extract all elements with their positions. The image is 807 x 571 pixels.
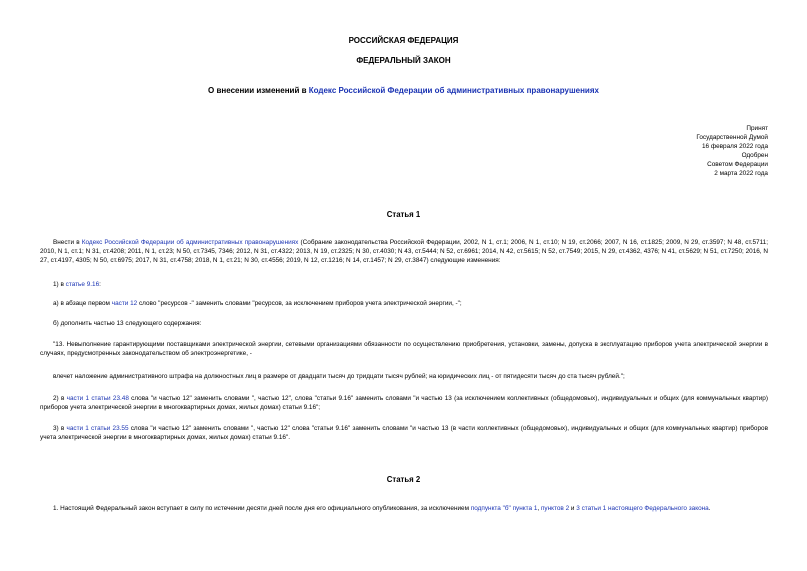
article-2-paragraph-1 xyxy=(40,504,768,513)
text-span: слова "и частью 12" заменить словами ", частью 12", слова "статьи 9.16" заменить словами "и частью 13 (за исключением коллективных (общедомовых), индивидуальных и общих (для коммунальных квартир) приборов учета электрической энергии в многоквартирных домах, жилых домах) статьи 9.16"; xyxy=(40,395,768,412)
adopted-line: Советом Федерации xyxy=(707,161,768,169)
article-9-16-link[interactable]: статье 9.16 xyxy=(65,281,100,288)
text-span: 2) в xyxy=(53,395,67,402)
article-1-title: Статья 1 xyxy=(386,210,421,219)
adopted-line: 2 марта 2022 года xyxy=(714,170,768,178)
article-23-55-link[interactable]: части 1 статьи 23.55 xyxy=(66,425,129,432)
law-title xyxy=(0,87,807,96)
text-span: а) в абзаце первом xyxy=(53,300,112,307)
article-1-intro xyxy=(40,238,768,266)
text-span: . xyxy=(708,505,711,512)
text-span: , xyxy=(537,505,541,512)
text-span: (Собрание законодательства Российской Федерации, 2002, N 1, ст.1; 2006, N 1, ст.10; N 19, ст.2066; 2007, N 16, ст.1825; 2009, N 29, ст.3597; N 48, ст.5711; 2010, N 1, ст.1; N 31, ст.4208; 2011, N 1, ст.23; N 50, ст.7345, 7346; 2012, N 31, ст.4322; 2013, N 19, ст.2325; N 30, ст.4030; N 43, ст.5444; N 52, ст.6961; 2014, N 42, ст.5615; N 52, ст.7549; 2015, N 29, ст.4362, 4376; N 41, ст.5629; N 51, ст.7250; 2016, N 27, ст.4197, 4305; N 50, ст.6975; 2017, N 31, ст.4758; 2018, N 1, ст.21; N 30, ст.4556; 2019, N 12, ст.1216; N 14, ст.1457; N 29, ст.3847) следующие изменения: xyxy=(40,239,768,265)
country-heading: РОССИЙСКАЯ ФЕДЕРАЦИЯ xyxy=(348,36,459,45)
item-1 xyxy=(40,280,768,289)
text-span: Внести в xyxy=(53,239,82,246)
text-span: 3) в xyxy=(53,425,67,432)
adopted-line: 16 февраля 2022 года xyxy=(701,143,768,151)
adopted-line: Государственной Думой xyxy=(696,134,768,142)
adopted-line: Принят xyxy=(746,125,768,132)
text-span: слова "и частью 12" заменить словами ", частью 12" слова "статьи 9.16" заменить словами "и частью 13 (в части коллективных (общедомовых), индивидуальных и общих (для коммунальных квартир) приборов учета электрической энергии в многоквартирных домах, жилых домах) статьи 9.16". xyxy=(40,425,768,442)
text-span: 1. Настоящий Федеральный закон вступает в силу по истечении десяти дней после дня его официального опубликования, за исключением xyxy=(53,505,471,512)
subpoint-b-link[interactable]: подпункта "б" пункта 1 xyxy=(470,505,538,512)
points-2-link[interactable]: пунктов 2 xyxy=(540,505,570,512)
adopted-line: Одобрен xyxy=(741,152,768,160)
item-1b: б) дополнить частью 13 следующего содержания: xyxy=(53,320,202,327)
article-2-title: Статья 2 xyxy=(386,475,421,484)
text-span: : xyxy=(99,281,101,288)
item-3 xyxy=(40,424,768,442)
text-span: 1) в xyxy=(53,281,66,288)
item-1a xyxy=(40,299,768,308)
part-12-link[interactable]: части 12 xyxy=(111,300,138,307)
item-2 xyxy=(40,394,768,412)
part-13-paragraph-1: "13. Невыполнение гарантирующими поставщиками электрической энергии, сетевыми организациями обязанности по осуществлению приобретения, установки, замены, допуска в эксплуатацию приборов учета электрической энергии в случаях, предусмотренных законодательством об электроэнергетике, - xyxy=(40,341,768,358)
adoption-block xyxy=(600,124,768,179)
law-title-prefix: О внесении изменений в xyxy=(208,86,309,95)
law-title-link[interactable]: Кодекс Российской Федерации об административных правонарушениях xyxy=(308,86,599,95)
text-span: и xyxy=(569,505,577,512)
article-23-48-link[interactable]: части 1 статьи 23.48 xyxy=(66,395,129,402)
text-span: слово "ресурсов -" заменить словами "ресурсов, за исключением приборов учета электрической энергии, -"; xyxy=(137,300,462,307)
doc-type-heading: ФЕДЕРАЛЬНЫЙ ЗАКОН xyxy=(356,56,451,65)
article-1-points-link[interactable]: 3 статьи 1 настоящего Федерального закона xyxy=(576,505,709,512)
part-13-paragraph-2: влечет наложение административного штрафа на должностных лиц в размере от двадцати тысяч до тридцати тысяч рублей; на юридических лиц - от пятидесяти тысяч до ста тысяч рублей."; xyxy=(53,373,625,380)
code-link[interactable]: Кодекс Российской Федерации об административных правонарушениях xyxy=(81,239,299,246)
